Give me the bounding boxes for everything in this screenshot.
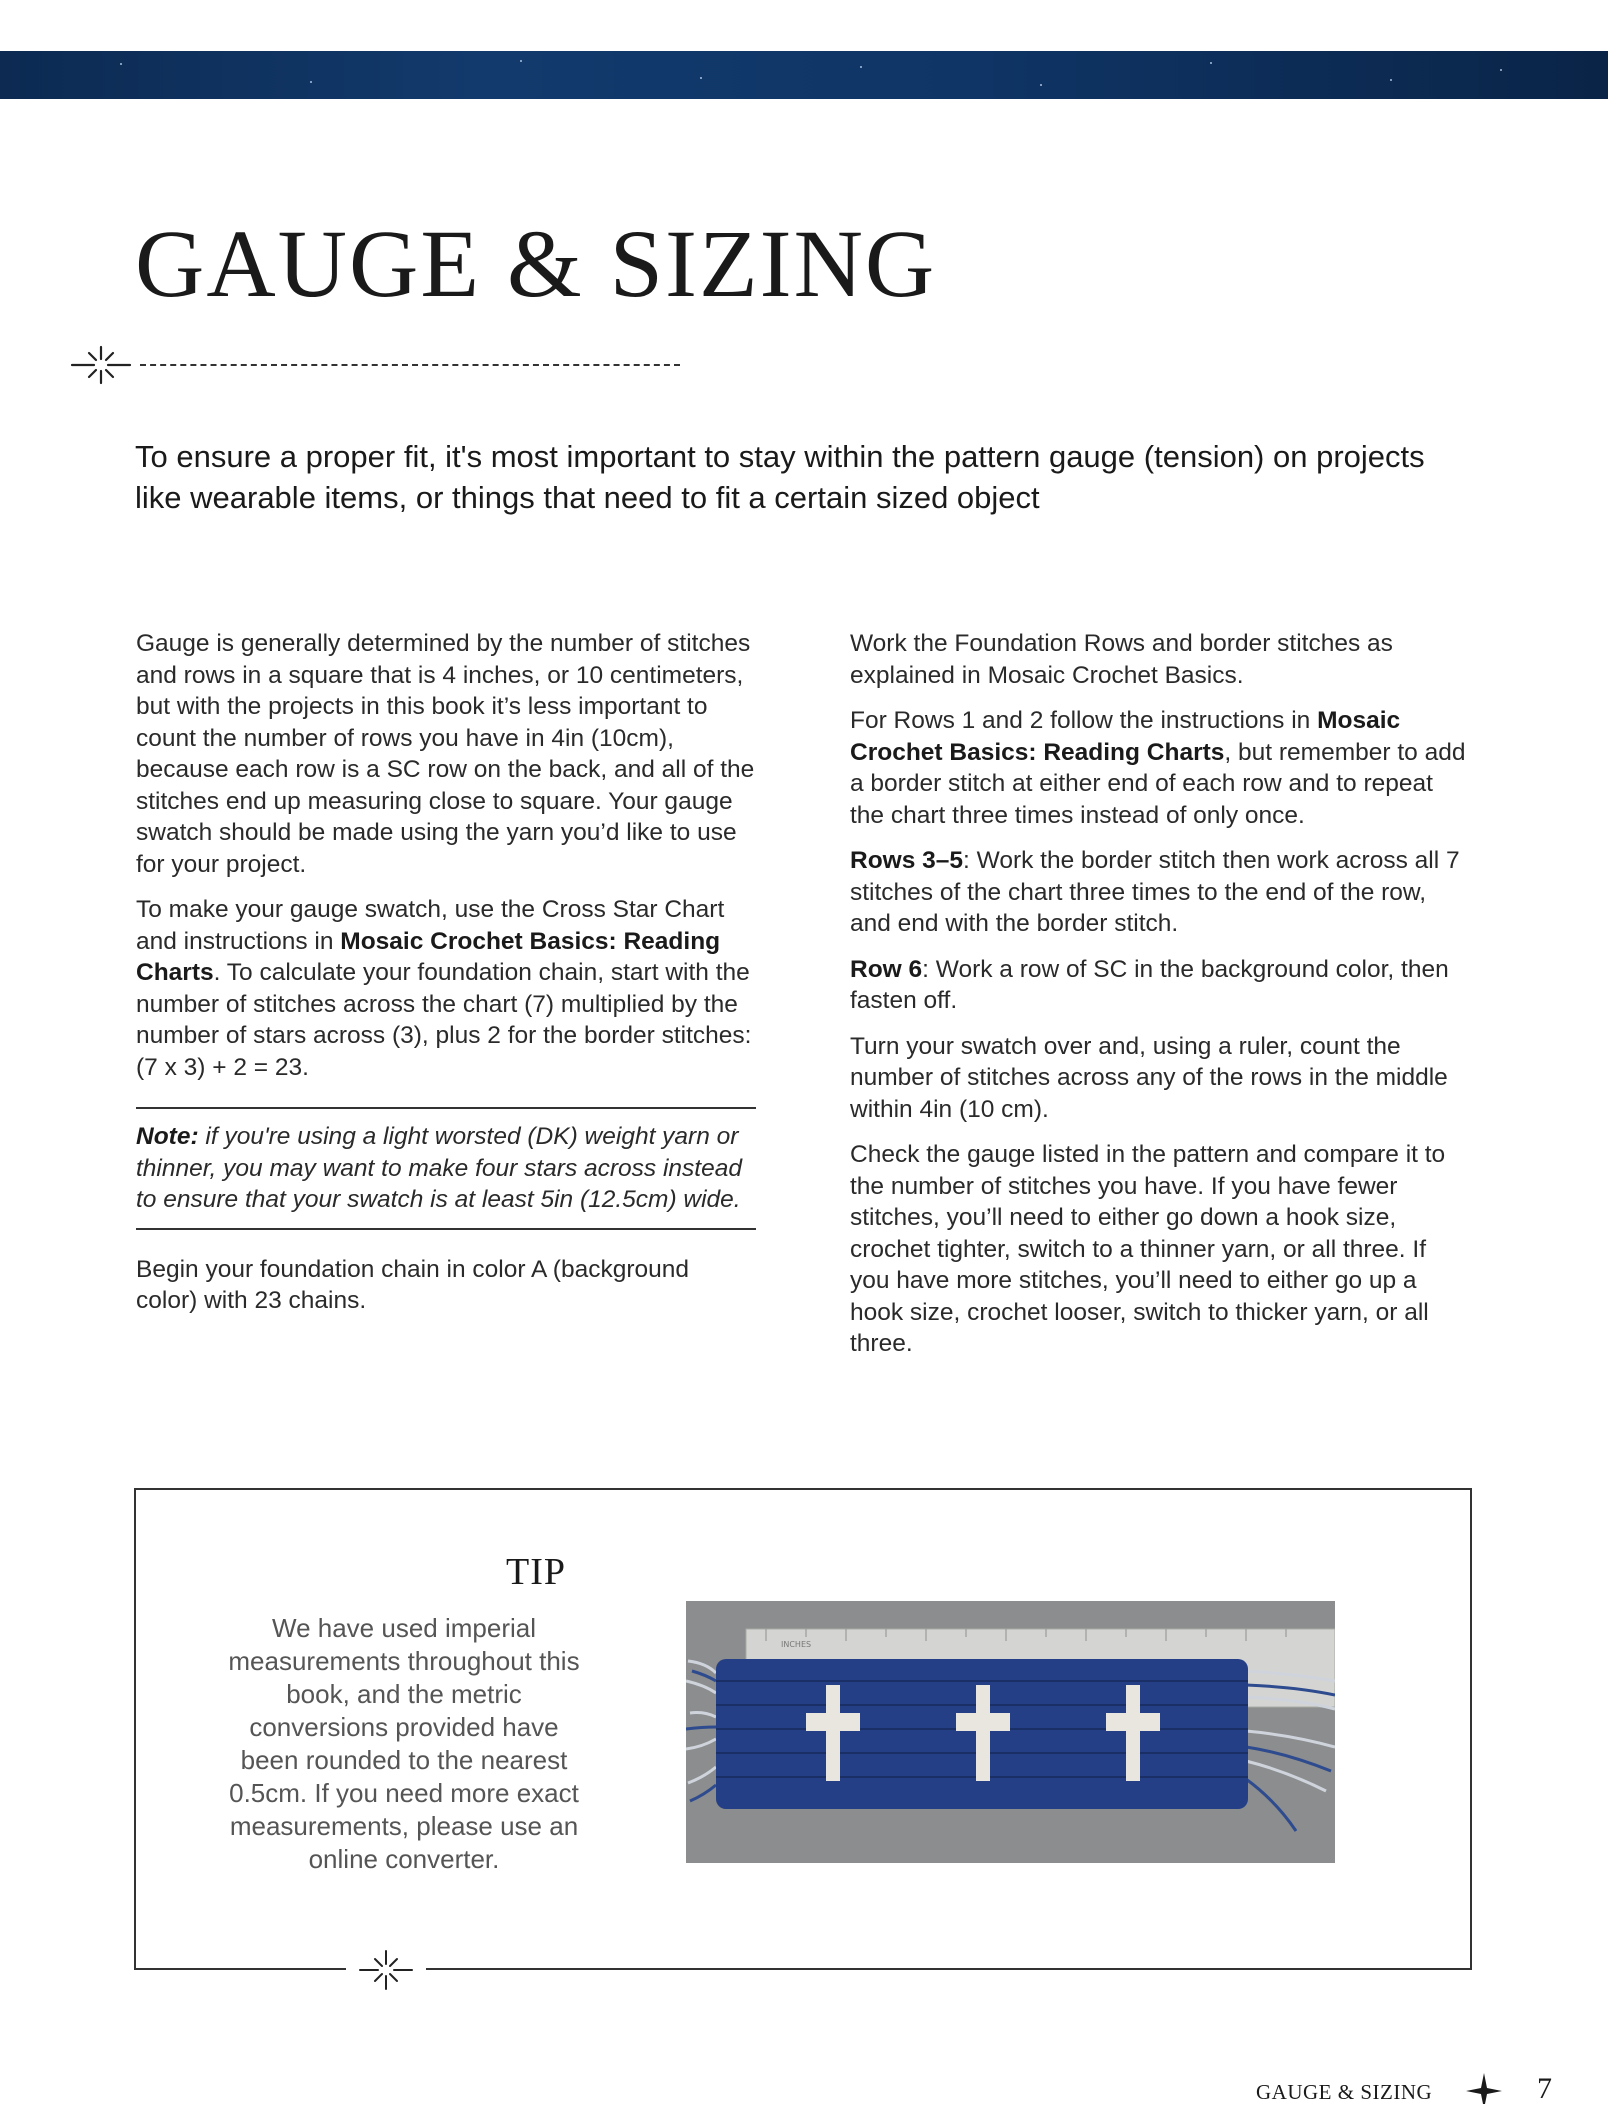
sparkle-icon	[66, 343, 136, 387]
reading-charts-reference: Mosaic Crochet Basics: Reading Charts	[136, 927, 721, 986]
rows-1-2-paragraph: For Rows 1 and 2 follow the instructions in Mosaic Crochet Basics: Reading Charts, but remember to add a border stitch at either end of each row and to repeat the chart three times instead of only once.	[850, 707, 1466, 829]
title-divider	[66, 343, 686, 387]
rows-3-5-paragraph: Rows 3–5: Work the border stitch then work across all 7 stitches of the chart three times to the end of the row, and end with the border stitch.	[850, 847, 1460, 937]
right-column	[850, 628, 1470, 1374]
intro-text: To ensure a proper fit, it's most important to stay within the pattern gauge (tension) on projects like wearable items, or things that need to fit a certain sized object	[135, 439, 1425, 515]
foundation-paragraph: Begin your foundation chain in color A (background color) with 23 chains.	[136, 1255, 689, 1314]
page-number: 7	[1537, 2072, 1552, 2104]
footer-section-label: GAUGE & SIZING	[1256, 2080, 1433, 2104]
ruler-label: INCHES	[781, 1640, 812, 1649]
starry-header-banner	[0, 51, 1608, 99]
tip-box	[134, 1488, 1472, 1970]
note-block	[136, 1107, 756, 1230]
tip-title: TIP	[506, 1551, 566, 1593]
foundation-rows-paragraph: Work the Foundation Rows and border stitches as explained in Mosaic Crochet Basics.	[850, 630, 1393, 689]
page-title: GAUGE & SIZING	[135, 210, 937, 317]
note-text: if you're using a light worsted (DK) weight yarn or thinner, you may want to make four stars across instead to ensure that your swatch is at least 5in (12.5cm) wide.	[136, 1123, 742, 1213]
swatch-paragraph: To make your gauge swatch, use the Cross Star Chart and instructions in Mosaic Crochet Basics: Reading Charts. To calculate your foundation chain, start with the number of stitches across the chart (7) multiplied by the number of stars across (3), plus 2 for the border stitches: (7 x 3) + 2 = 23.	[136, 896, 752, 1081]
check-gauge-paragraph: Check the gauge listed in the pattern and compare it to the number of stitches you have. If you have fewer stitches, you’ll need to either go down a hook size, crochet tighter, switch to a thinner yarn, or all three. If you have more stitches, you’ll need to either go up a hook size, crochet looser, switch to thicker yarn, or all three.	[850, 1141, 1446, 1357]
dashed-rule	[140, 364, 680, 366]
count-paragraph: Turn your swatch over and, using a ruler, count the number of stitches across any of the rows in the middle within 4in (10 cm).	[850, 1032, 1448, 1123]
row-6-paragraph: Row 6: Work a row of SC in the background color, then fasten off.	[850, 955, 1449, 1014]
footer-star-icon	[1466, 2073, 1502, 2104]
reading-charts-reference-2: Mosaic Crochet Basics: Reading Charts	[850, 707, 1401, 766]
left-column	[136, 628, 756, 1331]
tip-text: We have used imperial measurements throughout this book, and the metric conversions provided have been rounded to the nearest 0.5cm. If you need more exact measurements, please use an online converter.	[228, 1613, 580, 1874]
note-label: Note:	[136, 1123, 199, 1150]
tip-ornament	[346, 1945, 426, 1995]
gauge-paragraph: Gauge is generally determined by the number of stitches and rows in a square that is 4 inches, or 10 centimeters, but with the projects in this book it’s less important to count the number of rows you have in 4in (10cm), because each row is a SC row on the back, and all of the stitches end up measuring close to square. Your gauge swatch should be made using the yarn you’d like to use for your project.	[136, 630, 755, 878]
swatch-photo	[686, 1601, 1335, 1863]
sparkle-icon	[346, 1945, 426, 1995]
